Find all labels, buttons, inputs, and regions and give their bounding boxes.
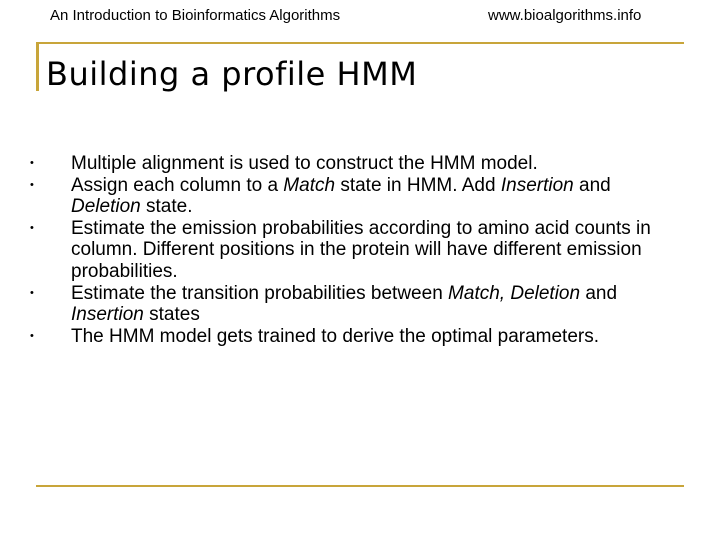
bullet-text <box>71 283 617 326</box>
bullet-marker: • <box>30 286 34 299</box>
bullet-item <box>0 153 681 175</box>
bullet-list <box>0 153 720 347</box>
bullet-segment: Assign each column to a <box>71 174 284 196</box>
bullet-segment: state. <box>140 196 193 218</box>
footer-rule <box>36 485 684 487</box>
title-left-bar <box>36 42 39 91</box>
bullet-segment: states <box>143 304 200 326</box>
bullet-emphasis: Deletion <box>71 196 141 218</box>
course-title: An Introduction to Bioinformatics Algorithms <box>50 7 341 24</box>
bullet-text <box>71 175 611 218</box>
bullet-segment: Multiple alignment is used to construct the HMM model. <box>71 153 538 174</box>
bullet-marker: • <box>30 157 34 169</box>
bullet-text <box>71 218 651 282</box>
bullet-item <box>0 175 681 218</box>
bullet-segment: and <box>573 174 611 196</box>
bullet-marker: • <box>30 329 34 342</box>
bullet-emphasis: Match <box>283 174 336 196</box>
bullet-segment: state in HMM. Add <box>335 174 501 196</box>
bullet-item <box>0 218 681 283</box>
bullet-marker: • <box>30 178 34 191</box>
bullet-emphasis: Match, Deletion <box>448 282 581 304</box>
bullet-item <box>0 283 681 326</box>
slide-title: Building a profile HMM <box>46 55 418 93</box>
website-url: www.bioalgorithms.info <box>488 7 642 24</box>
bullet-item <box>0 326 681 348</box>
bullet-segment: Estimate the transition probabilities between <box>71 282 449 304</box>
bullet-marker: • <box>30 221 34 234</box>
bullet-emphasis: Insertion <box>71 304 144 326</box>
bullet-segment: The HMM model gets trained to derive the optimal parameters. <box>71 325 600 347</box>
title-top-rule <box>36 42 684 44</box>
bullet-text <box>71 153 538 174</box>
bullet-segment: and <box>580 282 618 304</box>
bullet-text <box>71 326 599 347</box>
bullet-emphasis: Insertion <box>500 174 574 196</box>
bullet-segment: Estimate the emission probabilities according to amino acid counts in column. Different positions in the protein will have different emission probabilities. <box>71 217 651 282</box>
